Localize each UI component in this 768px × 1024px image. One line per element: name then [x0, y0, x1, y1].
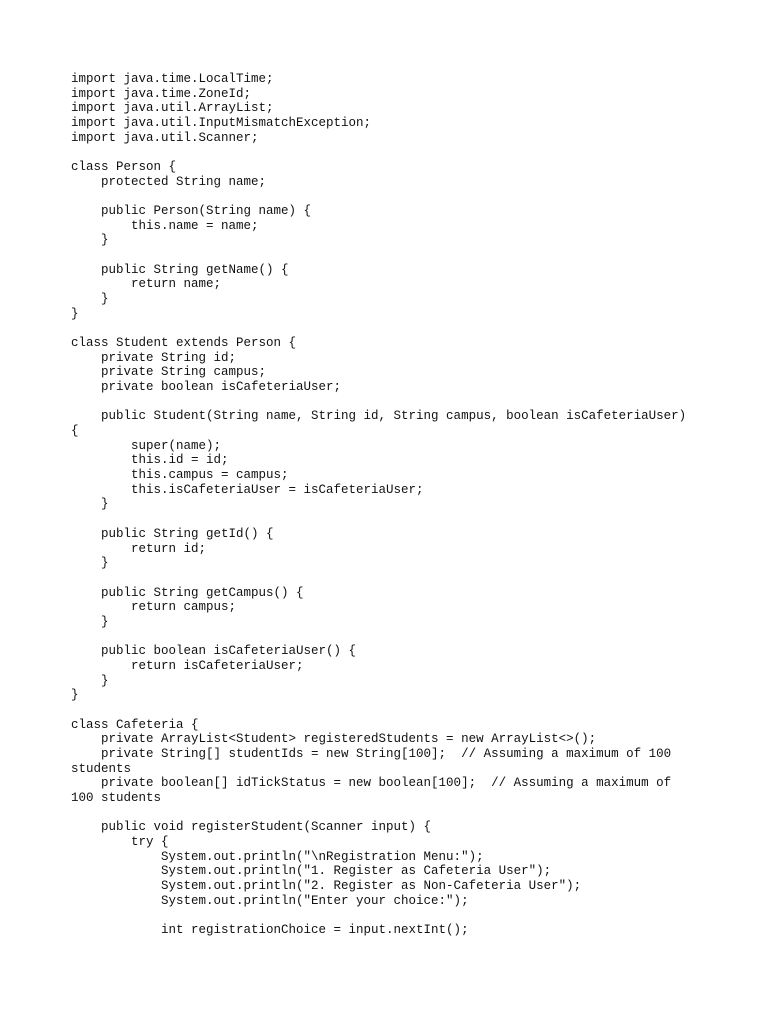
code-line: public String getCampus() { — [71, 585, 304, 600]
code-line — [71, 703, 711, 718]
code-line: private boolean[] idTickStatus = new boolean[100]; // Assuming a maximum of — [71, 776, 672, 791]
code-line: this.isCafeteriaUser = isCafeteriaUser; — [71, 482, 424, 497]
code-line: System.out.println("2. Register as Non-Cafeteria User"); — [71, 878, 582, 893]
code-line: System.out.println("Enter your choice:"); — [71, 893, 469, 908]
code-line: } — [71, 497, 109, 512]
code-line: this.name = name; — [71, 218, 259, 233]
code-line — [71, 145, 711, 160]
code-line — [71, 908, 711, 923]
code-line: } — [71, 673, 109, 688]
code-line: private String[] studentIds = new String[100]; // Assuming a maximum of 100 — [71, 746, 672, 761]
code-line: } — [71, 292, 109, 307]
code-line: protected String name; — [71, 174, 267, 189]
code-line: return id; — [71, 541, 207, 556]
code-line — [71, 248, 711, 263]
code-line: } — [71, 233, 109, 248]
code-line: } — [71, 614, 109, 629]
code-line: try { — [71, 834, 169, 849]
code-line: class Student extends Person { — [71, 336, 297, 351]
code-line: import java.time.LocalTime; — [71, 72, 274, 86]
code-line: int registrationChoice = input.nextInt(); — [71, 922, 469, 937]
code-line: private ArrayList<Student> registeredStudents = new ArrayList<>(); — [71, 732, 597, 747]
code-line: private boolean isCafeteriaUser; — [71, 380, 342, 395]
code-line: 100 students — [71, 790, 162, 805]
code-line: class Cafeteria { — [71, 717, 199, 732]
code-line: public String getName() { — [71, 262, 289, 277]
code-line: System.out.println("1. Register as Cafeteria User"); — [71, 864, 552, 879]
code-line: } — [71, 688, 79, 703]
code-line — [71, 189, 711, 204]
code-line — [71, 321, 711, 336]
code-line: class Person { — [71, 160, 177, 175]
code-line — [71, 630, 711, 645]
code-line: import java.util.InputMismatchException; — [71, 116, 372, 131]
code-line: public boolean isCafeteriaUser() { — [71, 644, 357, 659]
code-line — [71, 571, 711, 586]
code-line: public void registerStudent(Scanner input) { — [71, 820, 432, 835]
code-line — [71, 395, 711, 410]
code-line: public Person(String name) { — [71, 204, 312, 219]
code-line: import java.util.Scanner; — [71, 130, 259, 145]
code-line: import java.util.ArrayList; — [71, 101, 274, 116]
code-line: return name; — [71, 277, 222, 292]
code-line — [71, 806, 711, 821]
code-line: this.campus = campus; — [71, 468, 289, 483]
code-line: public Student(String name, String id, String campus, boolean isCafeteriaUser) — [71, 409, 687, 424]
code-line: } — [71, 306, 79, 321]
code-line: import java.time.ZoneId; — [71, 86, 252, 101]
code-listing — [71, 72, 711, 938]
code-line: private String campus; — [71, 365, 267, 380]
code-line: private String id; — [71, 350, 237, 365]
code-line — [71, 512, 711, 527]
code-line: } — [71, 556, 109, 571]
code-line: this.id = id; — [71, 453, 229, 468]
code-line: super(name); — [71, 438, 222, 453]
code-line: { — [71, 424, 79, 439]
code-line: public String getId() { — [71, 526, 274, 541]
code-line: return isCafeteriaUser; — [71, 658, 304, 673]
code-line: return campus; — [71, 600, 237, 615]
code-line: students — [71, 761, 132, 776]
code-line: System.out.println("\nRegistration Menu:"); — [71, 849, 484, 864]
